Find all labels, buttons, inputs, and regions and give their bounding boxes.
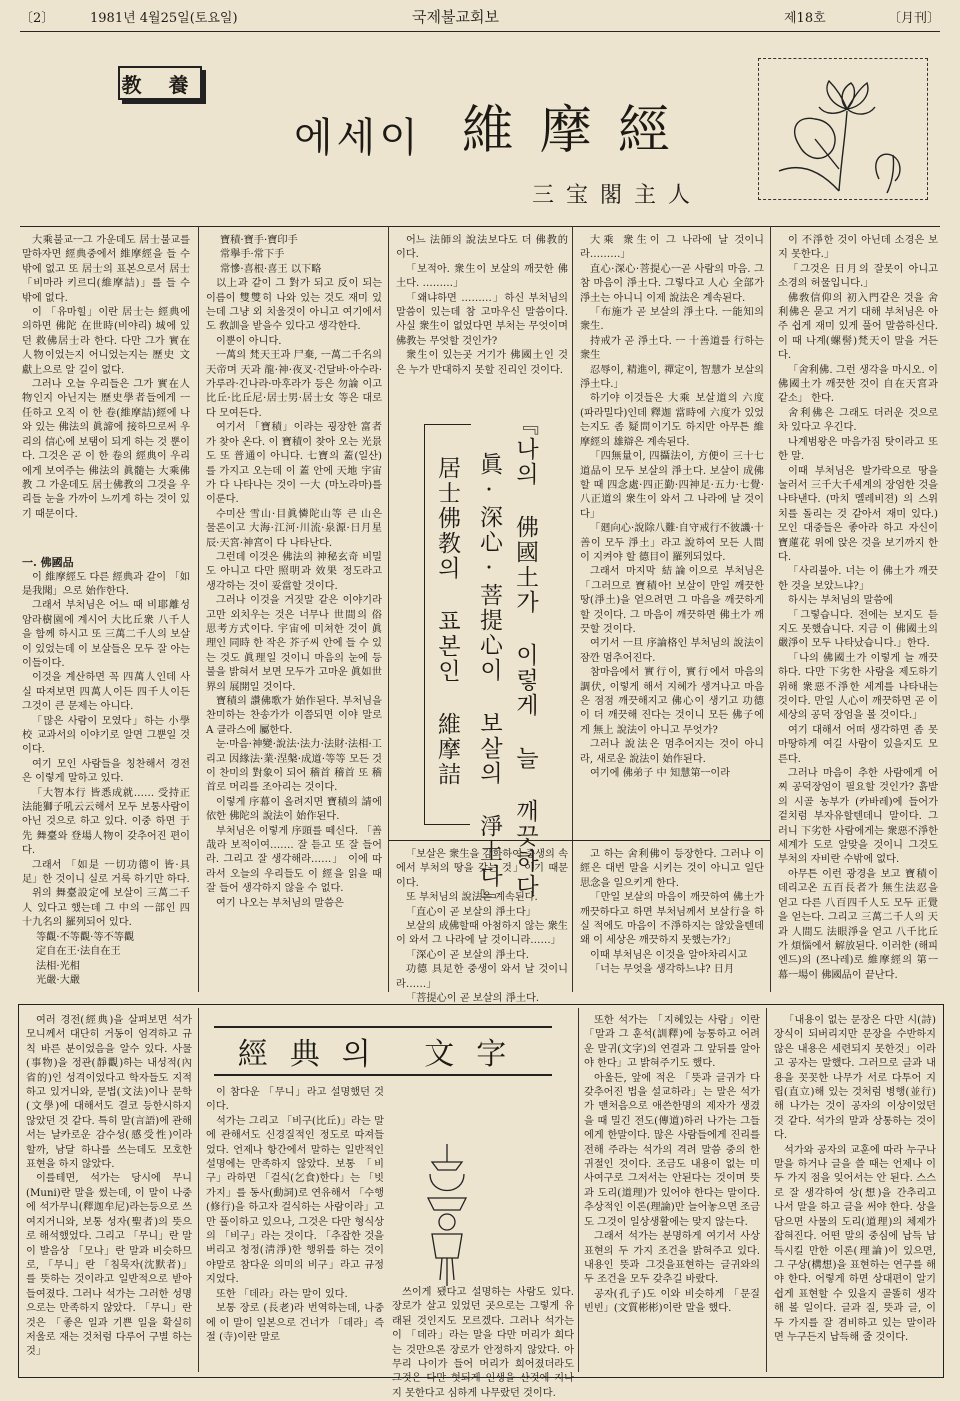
paragraph: 공자(孔子)도 이와 비슷하게 「문질빈빈」(文質彬彬)이란 말을 했다. xyxy=(584,1288,760,1315)
paragraph: 直心·深心·菩提心ㅡ곧 사람의 마음. 그 참 마음이 淨土다. 그렇다고 人心 全部가 淨土는 아니니 이제 說法은 계속된다. xyxy=(580,263,764,304)
paragraph: 어느 法師의 說法보다도 더 佛教的이다. xyxy=(396,235,568,261)
bottom-column-4 xyxy=(584,1014,760,1370)
paragraph: 「布施가 곧 보살의 淨土다. ㅡ能知의 衆生. xyxy=(580,307,764,333)
paragraph: 눈·마음·神變·說法·法力·法財·法相·工리고 因緣法·業·涅槃·成道·等等 모든 것이 찬미의 對象이 되어 稽首 稽首 또 稽首로 머리를 조아리는 것이다. xyxy=(206,739,382,794)
paragraph: 그런데 이것은 佛法의 神秘玄奇 비밀도 아니고 다만 照明과 效果 정도라고 생각하는 것이 妥當할 것이다. xyxy=(206,551,382,592)
paragraph: 석가는 그리고 「비구(比丘)」라는 말에 관해서도 신경질적인 정도로 따져들었다. 언제나 항간에서 말하는 일반적인 설명에는 만족하지 않았다. 보통 「비구」라하면 「걸식(乞食)한다」는 「빗가지」를 동사(動詞)로 연유해서 「수행(修行)을 하고자 걸식하는 사람이라」고만 풀이하고 있으나, 그것은 다만 형식상의 「비구」라는 것이다. 「추잡한 것을 버리고 청정(淸淨)한 행위를 하는 것이야말로 참다운 의미의 비구」라고 규정지었다. xyxy=(206,1115,384,1286)
paragraph: 부처님은 이렇게 序頭를 떼신다. 「善哉라 보적이여……. 잘 듣고 또 잘 들어라. 그리고 잘 생각해라……」 이에 따라서 오늘의 우리들도 이 經을 읽을 때 잘 들어 생각하지 않을 수 없다. xyxy=(206,825,382,895)
lantern-illustration xyxy=(412,1140,482,1290)
paragraph: 寶積의 讚佛歌가 始作된다. 부처님을 찬미하는 찬송가가 이쯤되면 이야 말로 A 클라스에 屬한다. xyxy=(206,696,382,736)
issue-date: 1981년 4월25일(토요일) xyxy=(90,10,238,26)
paragraph: 이때 부처님은 이것을 알아차리시고 xyxy=(590,949,748,961)
paragraph: 또한 석가는 「지혜있는 사람」이란 「말과 그 훈석(訓釋)에 능통하고 어려운 말귀(文字)의 연결과 그 앞뒤를 알아야 한다」고 밝혀주기도 했다. xyxy=(584,1015,760,1070)
article-column-4-top xyxy=(580,234,764,832)
paragraph: 여기 대해서 어떠 생각하면 좀 못마땅하게 여길 사람이 있을지도 모른다. xyxy=(778,724,938,765)
paragraph: 그러나 오늘 우리들은 그가 實在人物인지 아닌지는 歷史學者들에게 ㅡ任하고 오직 이 한 卷(維摩詰)經에 나와 있는 佛法의 眞諦에 接하므로써 우리의 信心에 보탬이 되게 하는 것 뿐이다. 그것은 곧 이 한 卷의 經典이 우리에게 보여주는 佛法의 眞髓는 大乘佛教 그 가운데도 居士佛教의 그것을 우리들 눈을 가까이 느끼게 하는 것이 있기 때문이다. xyxy=(22,379,190,520)
article-title xyxy=(294,88,696,163)
paragraph: 석가와 공자의 교훈에 따라 누구나 말을 하거나 글을 쓸 때는 언제나 이 두 가지 점을 잊어서는 안 된다. 스스로 잘 생각하여 상(想)을 간추리고 나서 말을 하고 글을 써야 한다. 상을 담으면 사물의 도리(道理)의 체제가 잡혀진다. 어떤 말의 중심에 납득 납득시킬 만한 이론(理論)이 있으면, 그 구상(構想)을 표현하는 연구를 해야 한다. 어렇게 하면 상대편이 알기 쉽게 표현할 수 있을지 골똘히 생각해 볼 일이다. 글과 질, 뜻과 글, 이 두 가지를 잘 겸비하고 있는 말이라면 누구든지 납득해 줄 것이다. xyxy=(774,1144,936,1343)
paragraph: 여기서 「寶積」이라는 굉장한 富者가 찾아 온다. 이 寶積이 찾아 오는 光景도 또 普通이 아니다. 七寶의 蓋(일산)를 가지고 오는데 이 蓋 안에 天地 宇宙가 다 나타나는 것이 ㅡ大 (마노라마)를 이룬다. xyxy=(206,422,382,506)
paragraph: 「四無量이, 四攝法이, 方便이 三十七道品이 모두 보살의 淨土다. 보살이 成佛할 때 四念處·四正勤·四神足·五力·七覺·八正道의 衆生이 와서 그 나라에 날 것이다」 xyxy=(580,451,764,520)
list-item: 法相·光相 xyxy=(36,960,80,972)
column-label-box xyxy=(118,66,202,100)
paragraph: 그러나 이것을 거짓말 같은 이야기라고만 외치우는 것은 너무나 世間의 俗 思考方式이다. 宇宙에 미쳐한 것이 眞理인 同時 한 작은 芥子씨 안에 들 수 있는 것도 眞理일 것이니 마음의 눈에 등불을 밝혀서 보면 모두가 고마운 眞如世界의 展開일 것이다. xyxy=(206,595,382,693)
pull-quote-line-1: 『나의 佛國土가 이렇게 늘 깨끗하다 xyxy=(512,412,538,899)
paragraph: 여기 모인 사람들을 칭찬해서 경전은 이렇게 말하고 있다. xyxy=(22,758,190,785)
paragraph: 고 하는 舍利佛이 등장한다. 그러나 이 經은 대번 말을 시키는 것이 아니고 일단 思念을 일으키게 한다. xyxy=(580,849,764,889)
paragraph: 그러나 說法은 멈추어지는 것이 아니라, 새로운 說法이 始作된다. xyxy=(580,739,764,765)
article-column-3-top xyxy=(396,234,568,394)
lantern-icon xyxy=(412,1140,482,1290)
paragraph: 또 부처님의 說法은 계속된다. xyxy=(406,892,538,904)
paragraph: 보통 장로 (長老)라 번역하는데, 나중에 이 말이 일본으로 건너가 「데라」즉 절 (寺)이란 말로 xyxy=(206,1303,384,1343)
paragraph: ㅡ萬의 梵天王과 尸棄, ㅡ萬二千名의 天帝며 天과 龍·神·夜叉·건달바·아수라·가루라·긴나라·마후라가 등은 勿論 이고 比丘·比丘尼·居士男·居士女 等은 대로 다 모여든다. xyxy=(206,350,382,419)
paragraph: 이것을 계산하면 꼭 四萬人인데 사실 따져보면 四萬人이든 四千人이든 그것이 큰 문제는 아니다. xyxy=(22,672,190,713)
paragraph: 以上과 같이 그 對가 되고 反이 되는 이름이 雙雙히 나와 있는 것도 재미 있는데 그냥 외 치울것이 아니고 여기에서도 敎訓을 받을수 있다고 생각한다. xyxy=(206,278,382,333)
bottom-column-3 xyxy=(392,1286,574,1399)
article-column-4-bottom xyxy=(580,848,764,994)
column-rule xyxy=(770,226,771,992)
paragraph: 또한 「데라」라는 말이 있다. xyxy=(216,1288,348,1300)
paragraph: 「舍利佛. 그런 생각을 마시오. 이 佛國土가 깨끗한 것이 自在天宮과 같소」 한다. xyxy=(778,364,938,405)
paragraph: 「廻向心·說除八難·自守戒行不彼譏·十善이 모두 淨土」라고 說하여 모든 人間이 지켜야 할 德目이 羅列되었다. xyxy=(580,523,764,563)
article-column-5 xyxy=(778,234,938,994)
article-column-2 xyxy=(206,234,382,994)
newspaper-name: 국제불교회보 xyxy=(412,7,499,26)
paragraph: 「大智本行 皆悉成就…… 受持正法能獅子吼云云해서 모두 보통사람이 아닌 것으로 하고 있다. 이중 하면 于先 舞臺와 登場人物이 갖추어진 편이다. xyxy=(22,787,190,857)
paragraph: 大乘불교ㅡ그 가운데도 居士불교를 말하자면 經典중에서 維摩經을 들 수 밖에 없고 또 居士의 표본으로서 居士「비마라 키르디(維摩詰)」를 들 수 밖에 없다. xyxy=(22,235,190,304)
column-rule xyxy=(198,1008,199,1372)
bottom-column-2 xyxy=(206,1086,384,1370)
list-item: 等觀·不等觀·等不等觀 xyxy=(36,931,135,943)
paragraph: 수미산 雪山·目眞憐陀山等 큰 山은 물론이고 大海·江河·川流·泉源·日月星辰·天宮·神宮이 다 나타난다. xyxy=(206,508,382,549)
paragraph: 그러나 마음이 추한 사람에게 어찌 공덕장엄이 필요할 것인가? 흙밭의 시골 농부가 (카바레)에 들어가 겉치럼 부자유할텐데니 말이다. 그러니 下劣한 사람에게는 衆惡不淨한 세계가 도로 알맞을 것이니 그것도 부처의 자비란 수밖에 없다. xyxy=(778,768,938,866)
article-column-3-bottom xyxy=(396,848,568,1005)
paragraph: 위의 舞臺設定에 보살이 三萬二千人 있다고 했는데 그 中의 ㅡ部인 四十九名의 羅列되어 있다. xyxy=(22,888,190,929)
paragraph: 「너는 무엇을 생각하느냐? 日月 xyxy=(590,964,735,976)
column-rule xyxy=(572,226,573,992)
paragraph: 「사리불아. 너는 이 佛土가 깨끗한 것을 보았느냐?」 xyxy=(778,566,938,592)
paragraph: 나계범왕은 마음가짐 탓이라고 또 한 말. xyxy=(778,436,938,463)
paragraph: 여기서 ㅡ旦 序論格인 부처님의 說法이 잠깐 멈추어진다. xyxy=(580,638,764,664)
paragraph: 「많은 사람이 모였다」하는 小學校 교과서의 이야기로 알면 그뿐일 것이다. xyxy=(22,715,190,756)
paragraph: 쓰이게 됐다고 설명하는 사람도 있다. 장로가 살고 있었던 곳으로는 그렇게 유래된 것인지도 모르겠다. 그러나 석가는 이 「데라」라는 말을 다만 머리가 희다는 것만으론 장로가 안정하지 않았다. 아무리 나이가 들어 머리가 희어졌더라도 그것은 다만 헛되게 인생을 산것에 지나지 못한다고 심하게 나무랐던 것이다. xyxy=(392,1287,574,1399)
paragraph: 그래서 부처님은 어느 때 비耶離성 암라樹園에 계시어 大比丘衆 八千人을 함께 하시고 또 三萬二千人의 보살이 있었는데 이 보살들은 모두 잘 아는 이들이다. xyxy=(22,600,190,669)
lotus-icon xyxy=(759,59,927,199)
author-byline: 三宝閣主人 xyxy=(532,183,703,208)
list-item: 定自在王·法自在王 xyxy=(36,946,121,958)
paragraph: 大乘 衆生이 그 나라에 날 것이니라………」 xyxy=(580,235,764,261)
paragraph: 이뿐이 아니다. xyxy=(216,335,282,347)
paragraph: 衆生이 있는곳 거기가 佛國土인 것은 누가 반대하지 못할 진리인 것이다. xyxy=(396,350,568,376)
paragraph: 그래서 마지막 結論이으로 부처님은 「그러므로 寶積아! 보살이 만일 깨끗한 땅(淨土)을 얻으려면 그 마음을 깨끗하게 할 것이다. 그 마음이 깨끗하면 佛土가 깨끗할 것이다. xyxy=(580,566,764,635)
paragraph: 「보살은 衆生을 감화하여 중생의 속에서 부처의 땅을 갖는 것」이기 때문이다. xyxy=(396,849,568,889)
pull-quote-line-3: 居士佛教의 표본인 維摩詰 xyxy=(434,456,460,787)
paragraph: 이 維摩經도 다른 經典과 같이 「如是我聞」으로 始作한다. xyxy=(22,571,190,597)
paragraph: 이 不淨한 것이 아닌데 소경은 보지 못한다.」 xyxy=(778,235,938,261)
article-top-rule xyxy=(20,226,940,227)
paragraph: 하기야 이것들은 大乘 보살道의 六度(파라밀다)인데 釋迦 當時에 六度가 있었는지도 좀 疑問이기도 하지만 아무튼 維摩經의 雄辯은 계속된다. xyxy=(580,393,764,448)
pull-quote-line-2: 眞·深心·菩提心이 보살의 淨土다』 xyxy=(476,452,502,914)
paragraph: 「보적아. 衆生이 보살의 깨끗한 佛土다. ………」 xyxy=(396,263,568,290)
paragraph: 「直心이 곧 보살의 淨土다」 xyxy=(406,906,536,918)
paragraph: 舍利佛은 그래도 더러운 것으로 차 있다고 우긴다. xyxy=(778,407,938,434)
paragraph: 「내용이 없는 문장은 다만 시(詩)장식이 되버리지만 문장을 수반하지 않은 내용은 세련되지 못한것」이라고 공자는 말했다. 그러므로 글과 내용을 꼿꼿한 나무가 서로 다투어 지립(直立)해 있는 것처럼 병행(並行)해 나가는 것이 공자의 이상이었던 것 같다. 석가의 말과 상통하는 것이다. xyxy=(774,1015,936,1142)
section-heading: 一. 佛國品 xyxy=(22,556,74,570)
publication-frequency: 〔月刊〕 xyxy=(887,10,940,26)
pull-quote-bottom-rule xyxy=(388,840,770,841)
paragraph: 「菩提心이 곧 보살의 淨土다. xyxy=(406,993,540,1005)
issue-number: 제18호 xyxy=(784,10,826,26)
header-rule xyxy=(20,31,940,32)
list-item: 常擧手·常下手 xyxy=(220,249,285,261)
column-rule xyxy=(198,226,199,992)
paragraph: 참마음에서 實行이, 實行에서 마음의 調伏, 이렇게 해서 지혜가 생겨나고 마음은 점점 깨끗해지고 佛心이 생기고 功德이 더 깨끗해 진다는 것이니 모든 佛子에게 無上 說法이 아니고 무엇가? xyxy=(580,667,764,736)
lotus-illustration xyxy=(758,58,928,200)
bottom-column-5 xyxy=(774,1014,936,1370)
paragraph: 이때 부처님은 발가락으로 땅을 눌러서 三千大千세계의 장엄한 것을 나타낸다. (마치 멜레비젼) 의 스위치를 돌리는 것 같아서 재미 있다.) 모인 대중들은 좋아라 하고 자신이 寶蓮花 위에 앉은 것을 보기까지 한다. xyxy=(778,465,938,563)
paragraph: 이 「유마힐」이란 居士는 經典에 의하면 佛陀 在世時(비야리) 城에 있던 救佛居士라 한다. 다만 그가 實在人物이었는지 어니었는지는 歷史 文獻上으로 알 길이 없다. xyxy=(22,307,190,376)
paragraph: 보살의 成佛할때 아첨하지 않는 衆生이 와서 그 나라에 날 것이니라……」 xyxy=(396,921,568,947)
paragraph: 「만일 보살의 마음이 깨끗하여 佛土가 깨끗하다고 하면 부처님께서 보살行을 하실 적에도 마음이 不淨하지는 않았을텐데 왜 이 세상은 깨끗하지 못했는가?」 xyxy=(580,892,764,947)
paragraph: 이를테면, 석가는 당시에 무니(Muni)란 말을 썼는데, 이 말이 나중에 석가무니(釋迦牟尼)라는등으로 쓰여지거니와, 보통 성자(聖者)의 뜻으로 해석했었다. 그리고 「무니」란 말이 발음상 「모나」란 말과 비슷하므로, 「무니」란 「침묵자(沈默者)」를 뜻하는 것이라고 일반적으로 받아들여졌다. 그러나 석가는 그러한 성명으로는 만족하지 않았다. 「무니」란 것은 「좋은 일과 기쁜 일을 확실히 저울로 재는 것처럼 다루어 구별 하는 것」 xyxy=(26,1173,192,1358)
paragraph: 아울든, 앞에 적은 「뜻과 글귀가 다 갖추어진 법을 설교하라」는 말은 석가가 맨처음으로 애쓴한명의 제자가 생겼을 때 밀긴 전도(傳道)하러 나가는 그들에게 한말이다. 많은 사람들에게 진리를 전해 주라는 석가의 격려 말씀 중의 한 귀절인 것이다. 조금도 내용이 없는 미사여구로 그저서는 안된다는 것이며 뜻과 도리(道理)가 있어야 한다는 말이다. 추상적인 이론(理論)만 늘어놓으면 조금도 그것이 일상생활에는 맞지 않는다. xyxy=(584,1072,760,1228)
paragraph: 「왜냐하면 ………」하신 부처님의 말씀이 있는데 참 고마우신 말씀이다. 사실 衆生이 없었다면 부처는 무엇이며 佛教는 무엇할 것인가? xyxy=(396,292,568,347)
paragraph: 功德 具足한 중생이 와서 날 것이니라……」 xyxy=(396,964,568,990)
paragraph: 「그렇습니다. 전에는 보지도 듣지도 못했습니다. 지금 이 佛國土의 嚴淨이 모두 나타났습니다.」한다. xyxy=(778,609,938,650)
list-item: 光嚴·大嚴 xyxy=(36,974,80,986)
paragraph: 持戒가 곧 淨土다. ㅡ 十善道를 行하는 衆生 xyxy=(580,335,764,362)
paragraph: 여기 나오는 부처님의 말씀은 xyxy=(216,897,344,909)
column-label: 教 養 xyxy=(121,72,199,97)
bottom-column-1 xyxy=(26,1014,192,1370)
column-rule xyxy=(578,1008,579,1372)
paragraph: 여러 경전(經典)을 살펴보면 석가모니께서 대단히 거동이 엄격하고 규칙 바른 분이었음을 알수 있다. 사물(事物)을 정관(靜觀)하는 내성적(內省的)인 성격이었다고 학자들도 지적하고 있거니와, 문법(文法)이나 문학(文學)에 대해서도 결코 등한시하지 않았던 것 같다. 특히 말(言語)에 관해서는 날카로운 감수성(感受性)이라 할까, 남달 하나를 쓰는데도 모호한 표현을 하지 않았다. xyxy=(26,1015,192,1171)
paragraph: 忍辱이, 精進이, 禪定이, 智慧가 보살의 淨土다.」 xyxy=(580,364,764,391)
paragraph: 「深心이 곧 보살의 淨土다. xyxy=(406,949,529,961)
paragraph: 이 참다운 「무니」라고 설명했던 것이다. xyxy=(206,1087,384,1113)
paragraph: 하시는 부처님의 말씀에 xyxy=(788,595,893,607)
paragraph: 佛敎信仰의 初入門같은 것을 舍利佛은 묻고 거기 대해 부처님은 아주 쉽게 재미 있게 풀어 말씀하신다. 이 때 나계(螺髻)梵天이 말을 거든다. xyxy=(778,292,938,362)
paragraph: 「나의 佛國土가 이렇게 늘 깨끗하다. 다만 下劣한 사람을 제도하기 위해 衆惡不淨한 세계를 나타내는 것이다. 만일 人心이 깨끗하면 곧 이 세상의 공덕 장엄을 볼 것이다.」 xyxy=(778,652,938,722)
column-rule xyxy=(388,226,389,992)
page-number: 〔2〕 xyxy=(20,10,55,26)
article-column-1 xyxy=(22,234,190,994)
bottom-article-title: 經典의 文字 xyxy=(214,1026,552,1076)
title-main: 維摩經 xyxy=(461,101,696,161)
page-header xyxy=(20,0,940,32)
paragraph: 그래서 「如是 ㅡ切功德이 皆·具足」한 것이니 실로 거룩 하기만 하다. xyxy=(22,859,190,886)
paragraph: 그래서 석가는 분명하게 여기서 사상표현의 두 가지 조건을 밝혀주고 있다. 내용인 뜻과 그것을표현하는 글귀와의 두 조건을 모두 갖추길 바랐다. xyxy=(584,1231,760,1286)
paragraph: 이렇게 序幕이 올려지면 寶積의 請에 依한 佛陀의 說法이 始作된다. xyxy=(206,796,382,823)
title-prefix: 에세이 xyxy=(294,115,422,161)
list-item: 寶積·寶手·寶印手 xyxy=(220,235,298,246)
list-item: 常慘·喜根·喜王 以下略 xyxy=(220,263,322,275)
paragraph: 「그것은 日月의 잘못이 아니고 소경의 허물입니다.」 xyxy=(778,263,938,290)
column-rule xyxy=(766,1008,767,1372)
paragraph: 여기에 佛弟子 中 知慧第ㅡ이라 xyxy=(590,768,731,780)
paragraph: 아무튼 이런 광경을 보고 寶積이 데리고온 五百長者가 無生法忍을 얻고 다른 八百四千人도 모두 正覺을 얻는다. 그리고 三萬二千人의 天과 人間도 法眼淨을 얻고 八千比丘가 煩惱에서 解放된다. 이러한 (해피 엔드)의 (쯔나레)로 維摩經의 第ㅡ幕ㅡ場이 佛國品이 끝난다. xyxy=(778,868,938,981)
